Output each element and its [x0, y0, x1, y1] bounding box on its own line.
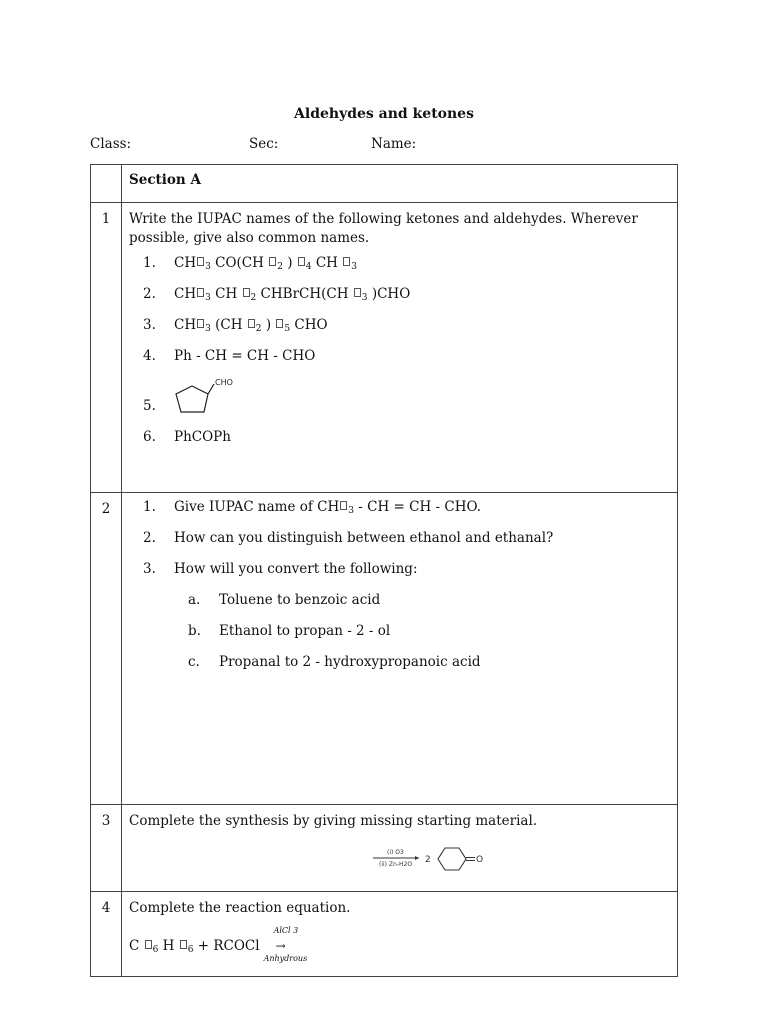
sec-label: Sec: [249, 136, 279, 152]
question-body-4 [122, 892, 678, 977]
list-item: 6. PhCOPh [143, 429, 231, 445]
question-number: 4 [91, 892, 122, 977]
list-item: 1. CH 3 CO(CH 2 ) 4 CH 3 [129, 254, 669, 285]
placeholder-box-icon [197, 288, 204, 297]
question-number: 1 [91, 203, 122, 493]
placeholder-box-icon [243, 288, 250, 297]
placeholder-box-icon [269, 257, 276, 266]
question-row-1 [91, 203, 678, 493]
question-body-1 [122, 203, 678, 493]
question-number: 3 [91, 805, 122, 892]
cyclopentane-carbaldehyde-diagram [174, 376, 254, 422]
section-a-heading: Section A [129, 172, 201, 188]
oxygen-label: O [476, 855, 484, 865]
placeholder-box-icon [180, 940, 187, 949]
question-body-2 [122, 493, 678, 805]
section-row [91, 165, 678, 203]
class-label: Class: [90, 136, 132, 152]
question-row-3 [91, 805, 678, 892]
placeholder-box-icon [340, 501, 347, 510]
empty-cell [91, 165, 122, 203]
formula: CH 3 (CH 2 ) 5 CHO [174, 317, 328, 334]
question-number: 2 [91, 493, 122, 805]
list-item: a. Toluene to benzoic acid [188, 592, 381, 608]
placeholder-box-icon [197, 257, 204, 266]
list-item: 3. CH 3 (CH 2 ) 5 CHO [129, 316, 669, 347]
name-label: Name: [371, 136, 417, 152]
ozonolysis-diagram [371, 845, 501, 881]
placeholder-box-icon [197, 319, 204, 328]
catalyst-label: AlCl 3 [273, 926, 299, 935]
page-title: Aldehydes and ketones [294, 106, 474, 122]
list-item: 4. Ph - CH = CH - CHO [143, 348, 316, 364]
question-row-4 [91, 892, 678, 977]
compound-list [129, 254, 669, 459]
reaction-equation: C 6 H 6 + RCOCl AlCl 3 → Anhydrous [129, 924, 669, 968]
cho-label: CHO [215, 378, 233, 387]
placeholder-box-icon [354, 288, 361, 297]
condition-label: Anhydrous [263, 954, 308, 963]
placeholder-box-icon [298, 257, 305, 266]
cyclopentane-structure [174, 376, 669, 428]
placeholder-box-icon [145, 940, 152, 949]
coefficient-label: 2 [425, 855, 431, 865]
section-heading-cell [122, 165, 678, 203]
list-item: 5. CHO [129, 378, 669, 428]
formula: CH 3 CH 2 CHBrCH(CH 3 )CHO [174, 286, 411, 303]
question-table [90, 164, 678, 977]
list-item: 3. How will you convert the following: [143, 561, 418, 577]
list-item: 2. How can you distinguish between ethanol and ethanal? [143, 530, 554, 546]
placeholder-box-icon [248, 319, 255, 328]
arrow-icon: → [275, 939, 286, 953]
placeholder-box-icon [343, 257, 350, 266]
placeholder-box-icon [276, 319, 283, 328]
reaction-arrow [264, 924, 314, 968]
list-item: b. Ethanol to propan - 2 - ol [188, 623, 391, 639]
question-body-3 [122, 805, 678, 892]
list-item: 1. Give IUPAC name of CH 3 - CH = CH - CHO. [143, 499, 482, 516]
question-text: Write the IUPAC names of the following ketones and aldehydes. Wherever possible, give also common names. [129, 211, 638, 246]
conversion-list [174, 591, 669, 684]
reagent-1-label: (i) O3 [387, 849, 404, 856]
list-item: c. Propanal to 2 - hydroxypropanoic acid [188, 654, 481, 670]
question-text: Complete the synthesis by giving missing starting material. [129, 813, 538, 829]
reagent-2-label: (ii) Zn-H2O [379, 861, 413, 868]
question-list [129, 498, 669, 591]
formula: CH 3 CO(CH 2 ) 4 CH 3 [174, 255, 357, 272]
question-row-2 [91, 493, 678, 805]
question-text: Complete the reaction equation. [129, 900, 351, 916]
list-item: 2. CH 3 CH 2 CHBrCH(CH 3 )CHO [129, 285, 669, 316]
